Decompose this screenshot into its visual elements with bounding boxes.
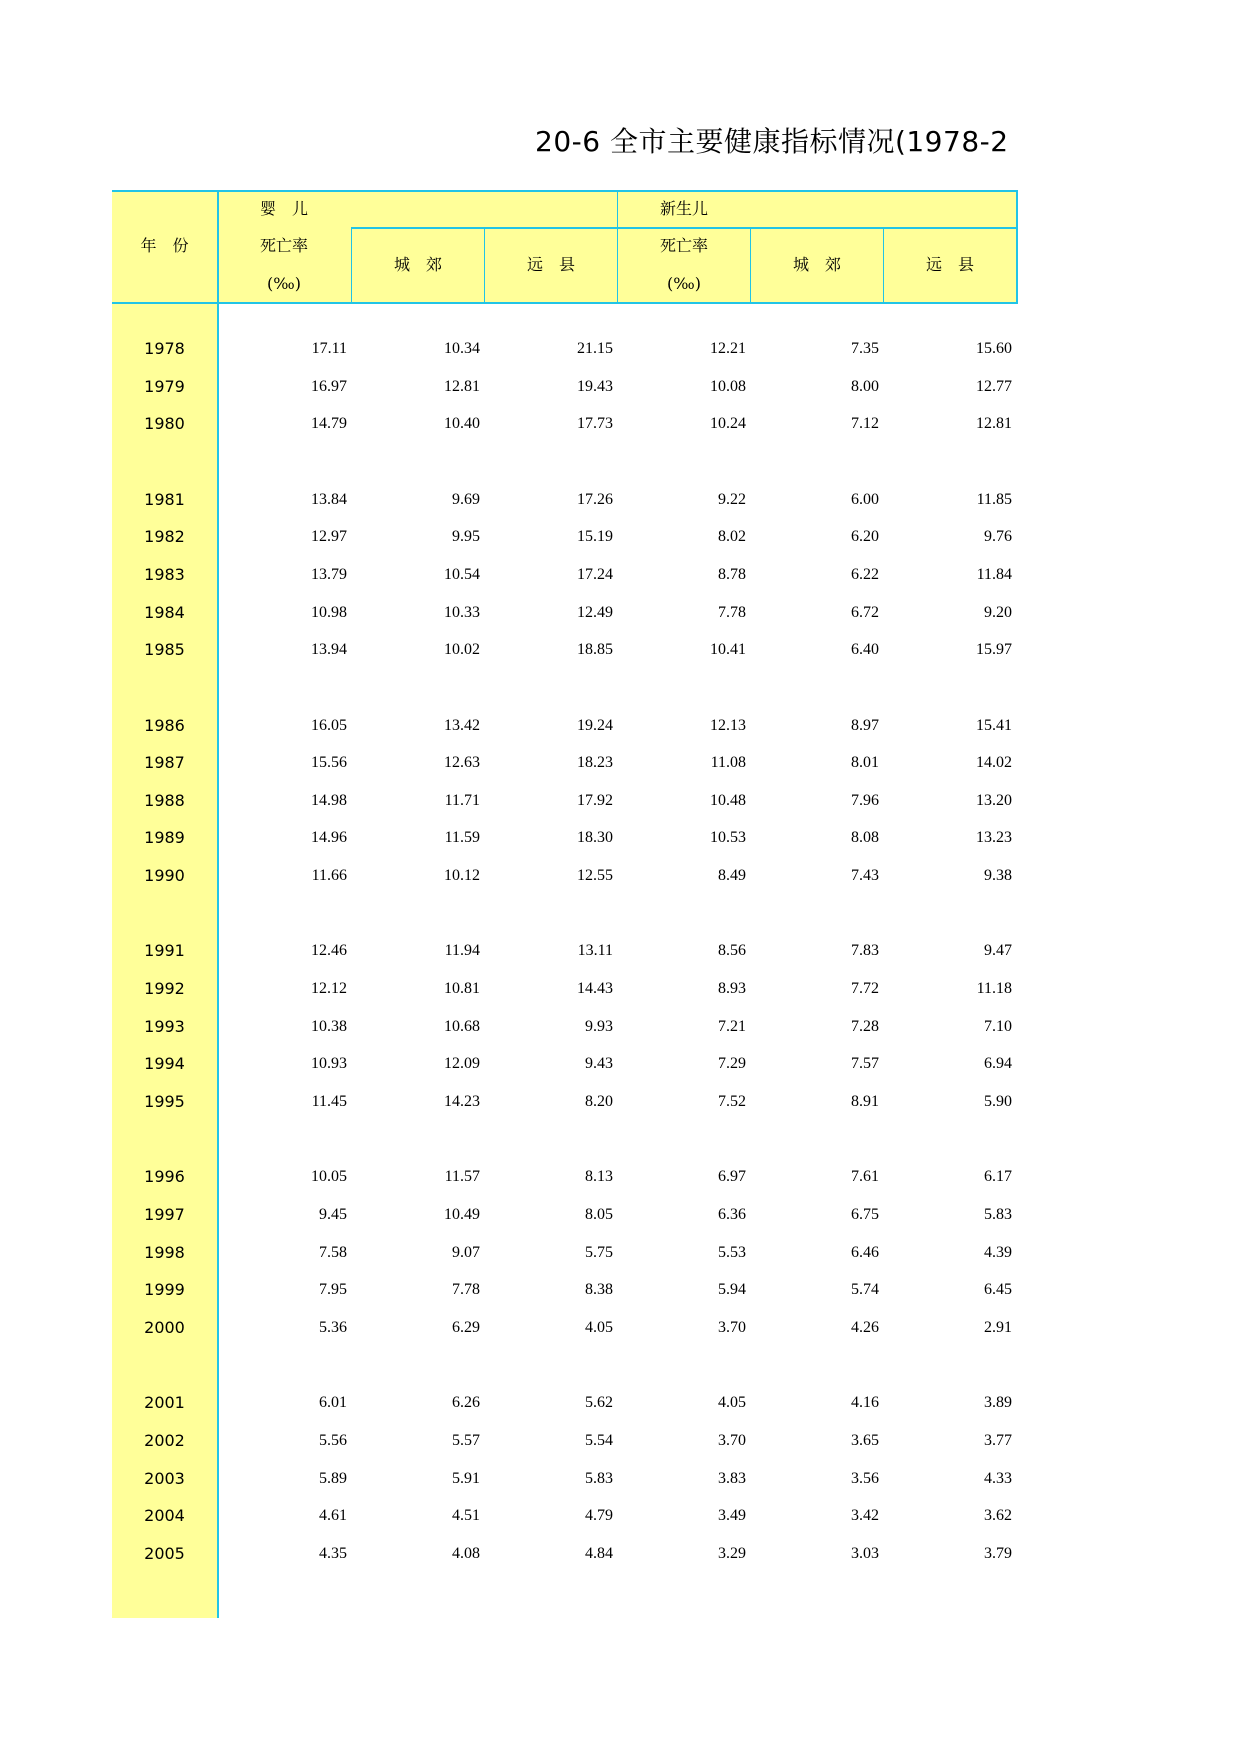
value-cell: 6.72 [851, 603, 879, 621]
year-cell: 1995 [144, 1092, 185, 1111]
value-cell: 8.02 [718, 528, 746, 546]
value-cell: 6.00 [851, 490, 879, 508]
value-cell: 4.39 [984, 1243, 1012, 1261]
value-cell: 9.20 [984, 603, 1012, 621]
value-cell: 11.94 [444, 942, 480, 960]
value-cell: 15.41 [976, 716, 1012, 734]
value-cell: 9.93 [585, 1017, 613, 1035]
value-cell: 12.13 [710, 716, 746, 734]
value-cell: 7.58 [319, 1243, 347, 1261]
year-cell: 1998 [144, 1242, 185, 1262]
value-cell: 5.89 [319, 1469, 347, 1487]
page-title: 20-6 全市主要健康指标情况(1978-2 [535, 125, 1009, 158]
value-cell: 18.30 [577, 829, 613, 847]
value-cell: 16.05 [311, 716, 347, 734]
value-cell: 11.45 [311, 1093, 347, 1110]
value-cell: 3.49 [718, 1507, 746, 1525]
header-right-border [1016, 190, 1018, 303]
value-cell: 5.94 [718, 1281, 746, 1299]
value-cell: 4.05 [718, 1394, 746, 1412]
value-cell: 8.91 [851, 1093, 879, 1110]
value-cell: 11.08 [710, 754, 746, 772]
value-cell: 3.70 [718, 1431, 746, 1449]
value-cell: 6.97 [718, 1168, 746, 1186]
value-cell: 5.83 [585, 1469, 613, 1487]
value-cell: 7.29 [718, 1055, 746, 1073]
year-cell: 1988 [144, 790, 185, 810]
value-cell: 7.78 [452, 1281, 480, 1299]
value-cell: 14.23 [444, 1093, 480, 1110]
year-cell: 1980 [144, 414, 185, 434]
value-cell: 8.08 [851, 829, 879, 847]
value-cell: 12.97 [311, 528, 347, 546]
value-cell: 21.15 [577, 340, 613, 357]
value-cell: 7.12 [851, 415, 879, 433]
year-cell: 2003 [144, 1468, 185, 1488]
value-cell: 17.73 [577, 415, 613, 433]
year-cell: 1997 [144, 1204, 185, 1224]
value-cell: 9.95 [452, 528, 480, 546]
value-cell: 14.43 [577, 980, 613, 998]
value-cell: 6.26 [452, 1394, 480, 1412]
header-sub-border [352, 227, 1018, 229]
year-cell: 1986 [144, 715, 185, 735]
value-cell: 9.45 [319, 1205, 347, 1223]
value-cell: 16.97 [311, 377, 347, 395]
value-cell: 12.55 [577, 867, 613, 885]
value-cell: 18.85 [577, 641, 613, 659]
value-cell: 11.71 [444, 791, 480, 809]
value-cell: 5.53 [718, 1243, 746, 1261]
value-cell: 6.45 [984, 1281, 1012, 1299]
value-cell: 9.76 [984, 528, 1012, 546]
value-cell: 3.29 [718, 1544, 746, 1562]
year-cell: 1999 [144, 1280, 185, 1300]
value-cell: 7.10 [984, 1017, 1012, 1035]
value-cell: 4.16 [851, 1394, 879, 1412]
value-cell: 3.03 [851, 1544, 879, 1562]
value-cell: 10.98 [311, 603, 347, 621]
year-cell: 1982 [144, 527, 185, 547]
value-cell: 7.96 [851, 791, 879, 809]
value-cell: 4.26 [851, 1318, 879, 1336]
value-cell: 9.69 [452, 490, 480, 508]
value-cell: 8.20 [585, 1093, 613, 1110]
value-cell: 5.62 [585, 1394, 613, 1412]
value-cell: 5.74 [851, 1281, 879, 1299]
value-cell: 19.43 [577, 377, 613, 395]
value-cell: 10.02 [444, 641, 480, 659]
year-cell: 2001 [144, 1393, 185, 1413]
value-cell: 7.95 [319, 1281, 347, 1299]
value-cell: 8.01 [851, 754, 879, 772]
header-newborn-urban: 城 郊 [792, 255, 841, 274]
header-infant-group: 婴 儿 [259, 199, 308, 218]
value-cell: 11.59 [444, 829, 480, 847]
value-cell: 6.22 [851, 565, 879, 583]
value-cell: 15.97 [976, 641, 1012, 659]
value-cell: 5.57 [452, 1431, 480, 1449]
value-cell: 5.54 [585, 1431, 613, 1449]
value-cell: 7.21 [718, 1017, 746, 1035]
value-cell: 13.84 [311, 490, 347, 508]
value-cell: 11.57 [444, 1168, 480, 1186]
value-cell: 10.81 [444, 980, 480, 998]
value-cell: 11.85 [976, 490, 1012, 508]
header-year: 年 份 [140, 236, 189, 255]
value-cell: 5.91 [452, 1469, 480, 1487]
value-cell: 17.11 [311, 340, 347, 357]
value-cell: 6.17 [984, 1168, 1012, 1186]
year-cell: 1994 [144, 1054, 185, 1074]
value-cell: 10.24 [710, 415, 746, 433]
value-cell: 5.56 [319, 1431, 347, 1449]
value-cell: 7.35 [851, 340, 879, 357]
value-cell: 4.33 [984, 1469, 1012, 1487]
value-cell: 4.05 [585, 1318, 613, 1336]
value-cell: 15.56 [311, 754, 347, 772]
value-cell: 7.83 [851, 942, 879, 960]
value-cell: 7.57 [851, 1055, 879, 1073]
value-cell: 14.98 [311, 791, 347, 809]
value-cell: 10.33 [444, 603, 480, 621]
value-cell: 9.43 [585, 1055, 613, 1073]
year-cell: 1989 [144, 828, 185, 848]
year-cell: 1993 [144, 1016, 185, 1036]
value-cell: 7.78 [718, 603, 746, 621]
value-cell: 7.72 [851, 980, 879, 998]
value-cell: 11.18 [976, 980, 1012, 998]
value-cell: 3.89 [984, 1394, 1012, 1412]
year-cell: 1990 [144, 866, 185, 886]
year-cell: 1984 [144, 602, 185, 622]
value-cell: 6.46 [851, 1243, 879, 1261]
header-infant-urban: 城 郊 [393, 255, 442, 274]
value-cell: 5.83 [984, 1205, 1012, 1223]
value-cell: 8.97 [851, 716, 879, 734]
value-cell: 17.24 [577, 565, 613, 583]
value-cell: 12.81 [444, 377, 480, 395]
value-cell: 9.22 [718, 490, 746, 508]
value-cell: 10.41 [710, 641, 746, 659]
value-cell: 8.93 [718, 980, 746, 998]
value-cell: 2.91 [984, 1318, 1012, 1336]
value-cell: 12.81 [976, 415, 1012, 433]
year-column-divider [217, 190, 219, 1618]
value-cell: 8.38 [585, 1281, 613, 1299]
year-cell: 1985 [144, 640, 185, 660]
value-cell: 14.96 [311, 829, 347, 847]
value-cell: 12.21 [710, 340, 746, 357]
year-cell: 2000 [144, 1317, 185, 1337]
value-cell: 10.93 [311, 1055, 347, 1073]
value-cell: 8.78 [718, 565, 746, 583]
year-cell: 1992 [144, 979, 185, 999]
year-cell: 1978 [144, 339, 185, 358]
year-cell: 1979 [144, 376, 185, 396]
year-cell: 2005 [144, 1543, 185, 1563]
value-cell: 9.47 [984, 942, 1012, 960]
value-cell: 10.38 [311, 1017, 347, 1035]
value-cell: 4.61 [319, 1507, 347, 1525]
year-cell: 1991 [144, 941, 185, 961]
value-cell: 3.62 [984, 1507, 1012, 1525]
value-cell: 18.23 [577, 754, 613, 772]
value-cell: 10.34 [444, 340, 480, 357]
year-cell: 1996 [144, 1167, 185, 1187]
header-infant-county: 远 县 [526, 255, 575, 274]
value-cell: 12.63 [444, 754, 480, 772]
value-cell: 13.20 [976, 791, 1012, 809]
value-cell: 10.40 [444, 415, 480, 433]
value-cell: 10.53 [710, 829, 746, 847]
value-cell: 6.40 [851, 641, 879, 659]
value-cell: 10.54 [444, 565, 480, 583]
header-top-border [112, 190, 1018, 192]
value-cell: 17.26 [577, 490, 613, 508]
value-cell: 6.94 [984, 1055, 1012, 1073]
value-cell: 14.02 [976, 754, 1012, 772]
value-cell: 12.12 [311, 980, 347, 998]
value-cell: 3.79 [984, 1544, 1012, 1562]
value-cell: 17.92 [577, 791, 613, 809]
value-cell: 12.49 [577, 603, 613, 621]
value-cell: 6.36 [718, 1205, 746, 1223]
value-cell: 9.07 [452, 1243, 480, 1261]
value-cell: 13.94 [311, 641, 347, 659]
value-cell: 3.56 [851, 1469, 879, 1487]
value-cell: 6.75 [851, 1205, 879, 1223]
value-cell: 6.29 [452, 1318, 480, 1336]
value-cell: 6.20 [851, 528, 879, 546]
value-cell: 8.49 [718, 867, 746, 885]
value-cell: 12.77 [976, 377, 1012, 395]
value-cell: 3.83 [718, 1469, 746, 1487]
year-cell: 2002 [144, 1430, 185, 1450]
value-cell: 11.66 [311, 867, 347, 885]
value-cell: 6.01 [319, 1394, 347, 1412]
value-cell: 10.08 [710, 377, 746, 395]
value-cell: 5.75 [585, 1243, 613, 1261]
value-cell: 3.42 [851, 1507, 879, 1525]
value-cell: 7.52 [718, 1093, 746, 1110]
value-cell: 12.09 [444, 1055, 480, 1073]
header-newborn-unit: (‰) [667, 274, 701, 293]
year-cell: 2004 [144, 1506, 185, 1526]
value-cell: 7.28 [851, 1017, 879, 1035]
header-infant-unit: (‰) [267, 274, 301, 293]
header-newborn-county: 远 县 [925, 255, 974, 274]
value-cell: 9.38 [984, 867, 1012, 885]
year-cell: 1983 [144, 564, 185, 584]
value-cell: 8.56 [718, 942, 746, 960]
header-infant-rate: 死亡率 [259, 236, 308, 255]
value-cell: 3.77 [984, 1431, 1012, 1449]
value-cell: 8.00 [851, 377, 879, 395]
value-cell: 8.13 [585, 1168, 613, 1186]
value-cell: 13.23 [976, 829, 1012, 847]
value-cell: 5.36 [319, 1318, 347, 1336]
value-cell: 10.05 [311, 1168, 347, 1186]
value-cell: 4.79 [585, 1507, 613, 1525]
value-cell: 10.49 [444, 1205, 480, 1223]
value-cell: 4.84 [585, 1544, 613, 1562]
value-cell: 7.61 [851, 1168, 879, 1186]
value-cell: 13.42 [444, 716, 480, 734]
value-cell: 19.24 [577, 716, 613, 734]
value-cell: 3.65 [851, 1431, 879, 1449]
value-cell: 4.35 [319, 1544, 347, 1562]
value-cell: 14.79 [311, 415, 347, 433]
value-cell: 13.79 [311, 565, 347, 583]
value-cell: 15.19 [577, 528, 613, 546]
value-cell: 12.46 [311, 942, 347, 960]
value-cell: 5.90 [984, 1093, 1012, 1110]
year-cell: 1981 [144, 489, 185, 509]
value-cell: 10.12 [444, 867, 480, 885]
header-newborn-rate: 死亡率 [659, 236, 708, 255]
value-cell: 10.68 [444, 1017, 480, 1035]
value-cell: 4.08 [452, 1544, 480, 1562]
value-cell: 13.11 [577, 942, 613, 960]
value-cell: 10.48 [710, 791, 746, 809]
value-cell: 7.43 [851, 867, 879, 885]
value-cell: 3.70 [718, 1318, 746, 1336]
header-newborn-group: 新生儿 [659, 199, 708, 218]
title-area [0, 120, 1018, 164]
value-cell: 15.60 [976, 340, 1012, 357]
value-cell: 4.51 [452, 1507, 480, 1525]
year-cell: 1987 [144, 753, 185, 773]
value-cell: 11.84 [976, 565, 1012, 583]
value-cell: 8.05 [585, 1205, 613, 1223]
